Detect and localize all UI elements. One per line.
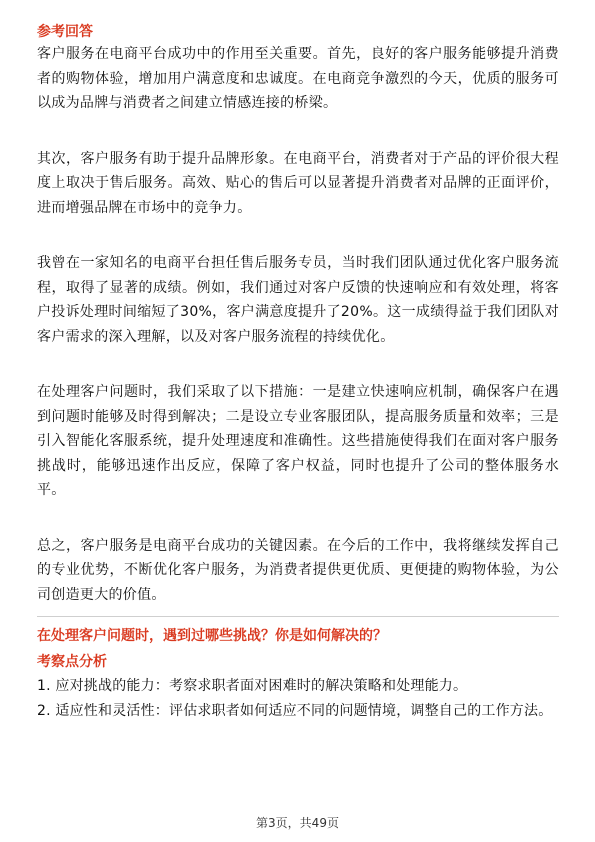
section-divider: [37, 616, 559, 617]
page-content: [37, 22, 559, 724]
answer-paragraph-3: 我曾在一家知名的电商平台担任售后服务专员，当时我们团队通过优化客户服务流程，取得了显著的成绩。例如，我们通过对客户反馈的快速响应和有效处理，将客户投诉处理时间缩短了30%，客户满意度提升了20%。这一成绩得益于我们团队对客户需求的深入理解，以及对客户服务流程的持续优化。: [37, 255, 559, 345]
answer-paragraph-2: 其次，客户服务有助于提升品牌形象。在电商平台，消费者对于产品的评价很大程度上取决于售后服务。高效、贴心的售后可以显著提升消费者对品牌的正面评价，进而增强品牌在市场中的竞争力。: [37, 150, 559, 216]
question-title: 在处理客户问题时，遇到过哪些挑战？你是如何解决的？: [37, 628, 387, 644]
answer-paragraph-5: 总之，客户服务是电商平台成功的关键因素。在今后的工作中，我将继续发挥自己的专业优势，不断优化客户服务，为消费者提供更优质、更便捷的购物体验，为公司创造更大的价值。: [37, 537, 559, 603]
answer-paragraph-4: 在处理客户问题时，我们采取了以下措施：一是建立快速响应机制，确保客户在遇到问题时能够及时得到解决；二是设立专业客服团队，提高服务质量和效率；三是引入智能化客服系统，提升处理速度和准确性。这些措施使得我们在面对客户服务挑战时，能够迅速作出反应，保障了客户权益，同时也提升了公司的整体服务水平。: [37, 384, 559, 498]
analysis-item-2: 2. 适应性和灵活性：评估求职者如何适应不同的问题情境，调整自己的工作方法。: [37, 703, 553, 719]
analysis-item-1: 1. 应对挑战的能力：考察求职者面对困难时的解决策略和处理能力。: [37, 678, 468, 694]
analysis-heading: 考察点分析: [37, 654, 107, 670]
paragraph-gap: [37, 220, 559, 251]
paragraph-gap: [37, 503, 559, 534]
page-number: 第3页，共49页: [256, 816, 339, 830]
paragraph-gap: [37, 349, 559, 380]
paragraph-gap: [37, 116, 559, 147]
answer-paragraph-1: 客户服务在电商平台成功中的作用至关重要。首先，良好的客户服务能够提升消费者的购物体验，增加用户满意度和忠诚度。在电商竞争激烈的今天，优质的服务可以成为品牌与消费者之间建立情感连接的桥梁。: [37, 46, 559, 111]
answer-heading: 参考回答: [37, 24, 93, 40]
